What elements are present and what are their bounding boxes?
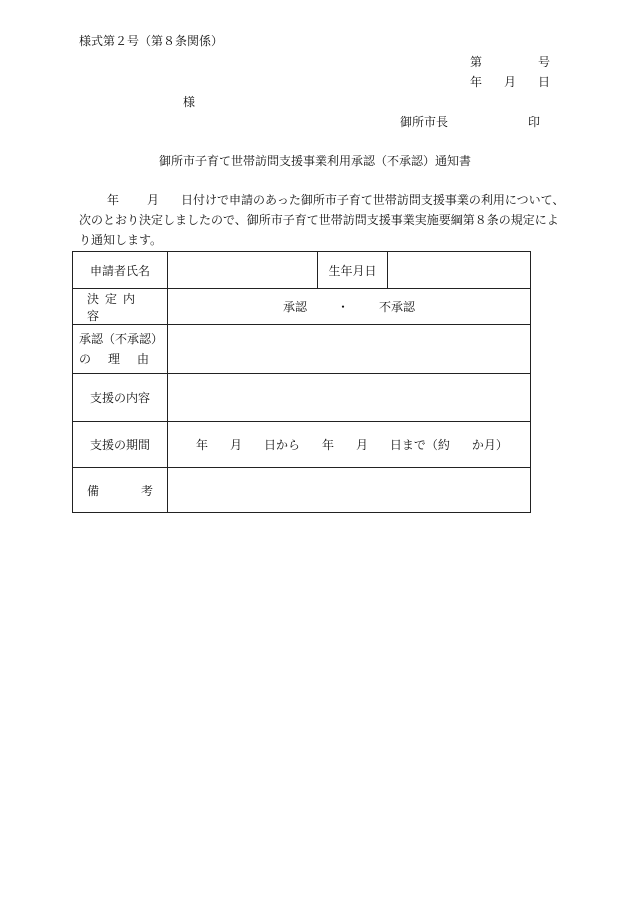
issuer-line [400,116,540,128]
support-period-label: 支援の期間 [73,422,168,468]
period-end-month: 月 [355,438,368,452]
period-start-year: 年 [196,438,209,452]
remarks-char-1: 備 [87,483,100,498]
decision-label-text: 決定内容 [87,291,142,323]
date-day: 日 [537,75,550,89]
support-period-row [73,422,531,468]
body-line-2: 次のとおり決定しましたので、御所市子育て世帯訪問支援事業実施要綱第８条の規定によ [79,213,559,227]
remarks-char-2: 考 [140,483,153,498]
body-text [79,190,565,250]
support-content-field[interactable] [168,374,531,422]
body-month: 月 [147,193,160,207]
reason-char-2: 理 [107,352,120,366]
reason-char-1: の [79,352,92,366]
reason-label [73,325,168,374]
period-start-month: 月 [229,438,242,452]
decision-options [168,289,531,325]
period-end-day: 日まで（約 [389,438,450,452]
issue-date [470,76,550,88]
birthdate-label: 生年月日 [318,252,388,289]
applicant-row [73,252,531,289]
applicant-name-label: 申請者氏名 [73,252,168,289]
remarks-label [73,482,167,499]
period-end-year: 年 [321,438,334,452]
period-duration: か月） [471,438,508,452]
decision-separator: ・ [336,300,349,314]
seal-mark: 印 [527,115,540,129]
decision-row [73,289,531,325]
decision-label-cell [73,289,168,325]
support-period-parts [168,436,530,453]
body-year: 年 [107,193,120,207]
doc-number-suffix: 号 [537,55,550,69]
period-start-day: 日から [263,438,300,452]
reason-field[interactable] [168,325,531,374]
decision-reject[interactable]: 不承認 [379,300,416,314]
reason-label-line-2 [79,349,149,369]
decision-label [73,290,167,324]
document-number [470,56,550,68]
reason-char-3: 由 [136,352,149,366]
form-number: 様式第２号（第８条関係） [79,34,224,48]
remarks-field[interactable] [168,468,531,513]
document-title: 御所市子育て世帯訪問支援事業利用承認（不承認）通知書 [158,154,471,168]
date-month: 月 [503,75,516,89]
doc-number-prefix: 第 [470,55,483,69]
support-period-field[interactable] [168,422,531,468]
remarks-row [73,468,531,513]
reason-label-line-1: 承認（不承認） [79,332,164,346]
decision-approve[interactable]: 承認 [282,300,307,314]
remarks-label-cell [73,468,168,513]
body-line-1 [79,190,565,210]
birthdate-field[interactable] [388,252,531,289]
applicant-name-field[interactable] [168,252,318,289]
support-content-label: 支援の内容 [73,374,168,422]
issuer-name: 御所市長 [400,115,449,129]
info-table [72,251,531,513]
body-line-3: り通知します。 [79,233,163,247]
date-year: 年 [470,75,483,89]
reason-row [73,325,531,374]
body-line-1-rest: 日付けで申請のあった御所市子育て世帯訪問支援事業の利用について、 [181,193,565,207]
support-content-row [73,374,531,422]
addressee-honorific: 様 [183,95,196,109]
